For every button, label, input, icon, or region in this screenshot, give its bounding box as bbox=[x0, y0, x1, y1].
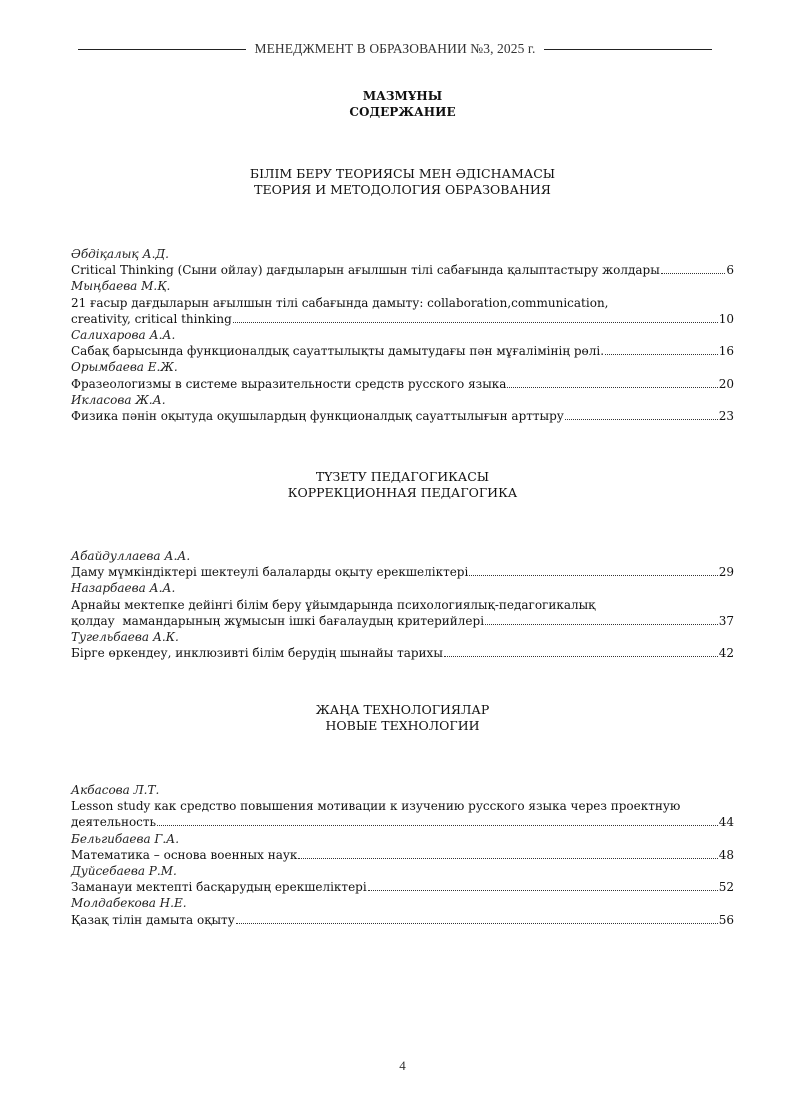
toc-entry[interactable] bbox=[71, 629, 734, 661]
entry-author: Бельгибаева Г.А. bbox=[71, 831, 180, 846]
toc-entry[interactable] bbox=[71, 246, 734, 278]
entry-title-line[interactable]: Арнайы мектепке дейінгі білім беру ұйымдарында психологиялық-педагогикалық bbox=[71, 597, 596, 612]
journal-title: МЕНЕДЖМЕНТ В ОБРАЗОВАНИИ №3, 2025 г. bbox=[254, 41, 536, 56]
entry-title[interactable]: Қазақ тілін дамыта оқыту bbox=[71, 912, 235, 927]
section-heading bbox=[0, 166, 791, 198]
entry-author: Дуйсебаева Р.М. bbox=[71, 864, 177, 879]
entry-title[interactable]: creativity, critical thinking bbox=[71, 311, 232, 326]
entry-author: Салихарова А.А. bbox=[71, 328, 176, 343]
entry-title-line[interactable]: 21 ғасыр дағдыларын ағылшын тілі сабағында дамыту: collaboration,communication, bbox=[71, 295, 609, 310]
section-heading-kazakh: БІЛІМ БЕРУ ТЕОРИЯСЫ МЕН ӘДІСНАМАСЫ bbox=[249, 166, 556, 181]
entry-title-line[interactable]: Lesson study как средство повышения мотивации к изучению русского языка через проектную bbox=[71, 799, 681, 814]
entry-title[interactable]: Математика – основа военных наук bbox=[71, 847, 298, 862]
entry-page-number: 23 bbox=[718, 409, 734, 424]
toc-entry[interactable] bbox=[71, 580, 734, 629]
toc-entry[interactable] bbox=[71, 863, 734, 895]
contents-title bbox=[0, 88, 791, 120]
toc-entry[interactable] bbox=[71, 548, 734, 580]
entry-page-number: 10 bbox=[718, 311, 734, 326]
entry-page-number: 44 bbox=[718, 815, 734, 830]
dot-leader bbox=[565, 419, 718, 420]
entry-page-number: 20 bbox=[718, 376, 734, 391]
entry-title[interactable]: Сабақ барысында функционалдық сауаттылықты дамытудағы пән мұғалімінің рөлі. bbox=[71, 344, 605, 359]
dot-leader bbox=[236, 923, 718, 924]
entry-page-number: 48 bbox=[718, 847, 734, 862]
entry-page-number: 52 bbox=[718, 880, 734, 895]
toc-entry[interactable] bbox=[71, 831, 734, 863]
entry-title[interactable]: деятельность bbox=[71, 815, 157, 830]
entry-page-number: 42 bbox=[718, 646, 734, 661]
entry-page-number: 56 bbox=[718, 912, 734, 927]
dot-leader bbox=[605, 354, 718, 355]
entry-title[interactable]: Заманауи мектепті басқарудың ерекшеліктері bbox=[71, 880, 367, 895]
section-heading bbox=[0, 702, 791, 734]
page-number: 4 bbox=[399, 1058, 406, 1073]
section-heading bbox=[0, 469, 791, 501]
dot-leader bbox=[444, 656, 718, 657]
dot-leader bbox=[368, 890, 718, 891]
entry-title[interactable]: Фразеологизмы в системе выразительности средств русского языка bbox=[71, 376, 507, 391]
entry-title[interactable]: Бірге өркендеу, инклюзивті білім берудің шынайы тарихы bbox=[71, 646, 443, 661]
header-rule-right bbox=[544, 49, 712, 50]
entry-title[interactable]: Даму мүмкіндіктері шектеулі балаларды оқыту ерекшеліктері bbox=[71, 565, 469, 580]
entry-page-number: 16 bbox=[718, 344, 734, 359]
dot-leader bbox=[507, 387, 717, 388]
section-heading-russian: КОРРЕКЦИОННАЯ ПЕДАГОГИКА bbox=[287, 485, 518, 500]
section-entries bbox=[71, 246, 734, 424]
toc-entry[interactable] bbox=[71, 327, 734, 359]
dot-leader bbox=[469, 575, 717, 576]
section-entries bbox=[71, 782, 734, 928]
section-heading-kazakh: ТҮЗЕТУ ПЕДАГОГИКАСЫ bbox=[315, 469, 490, 484]
dot-leader bbox=[298, 858, 717, 859]
entry-page-number: 29 bbox=[718, 565, 734, 580]
entry-title[interactable]: Critical Thinking (Сыни ойлау) дағдыларын ағылшын тілі сабағында қалыптастыру жолдары bbox=[71, 263, 660, 278]
toc-entry[interactable] bbox=[71, 278, 734, 327]
dot-leader bbox=[233, 322, 718, 323]
dot-leader bbox=[661, 273, 726, 274]
dot-leader bbox=[157, 825, 718, 826]
entry-author: Акбасова Л.Т. bbox=[71, 783, 160, 797]
header-rule-left bbox=[78, 49, 246, 50]
entry-page-number: 37 bbox=[718, 613, 734, 628]
entry-title[interactable]: қолдау мамандарының жұмысын ішкі бағалаудың критерийлері bbox=[71, 613, 485, 628]
entry-author: Мыңбаева М.Қ. bbox=[71, 279, 171, 294]
entry-author: Әбдіқалық А.Д. bbox=[71, 247, 169, 261]
entry-author: Молдабекова Н.Е. bbox=[71, 896, 187, 911]
toc-entry[interactable] bbox=[71, 782, 734, 831]
entry-author: Абайдуллаева А.А. bbox=[71, 549, 191, 563]
section-heading-russian: ТЕОРИЯ И МЕТОДОЛОГИЯ ОБРАЗОВАНИЯ bbox=[254, 182, 551, 197]
running-header bbox=[78, 40, 712, 58]
section-entries bbox=[71, 548, 734, 661]
entry-author: Назарбаева А.А. bbox=[71, 581, 176, 596]
entry-author: Тугельбаева А.К. bbox=[71, 630, 179, 645]
toc-entry[interactable] bbox=[71, 392, 734, 424]
contents-title-russian: СОДЕРЖАНИЕ bbox=[349, 105, 456, 119]
entry-author: Икласова Ж.А. bbox=[71, 392, 166, 407]
entry-title[interactable]: Физика пәнін оқытуда оқушылардың функционалдық сауаттылығын арттыру bbox=[71, 409, 564, 424]
contents-title-kazakh: МАЗМҰНЫ bbox=[362, 89, 443, 103]
dot-leader bbox=[485, 624, 718, 625]
entry-page-number: 6 bbox=[726, 263, 734, 278]
toc-entry[interactable] bbox=[71, 895, 734, 927]
section-heading-kazakh: ЖАҢА ТЕХНОЛОГИЯЛАР bbox=[315, 702, 490, 717]
toc-entry[interactable] bbox=[71, 359, 734, 391]
section-heading-russian: НОВЫЕ ТЕХНОЛОГИИ bbox=[325, 718, 480, 733]
entry-author: Орымбаева Е.Ж. bbox=[71, 360, 178, 375]
